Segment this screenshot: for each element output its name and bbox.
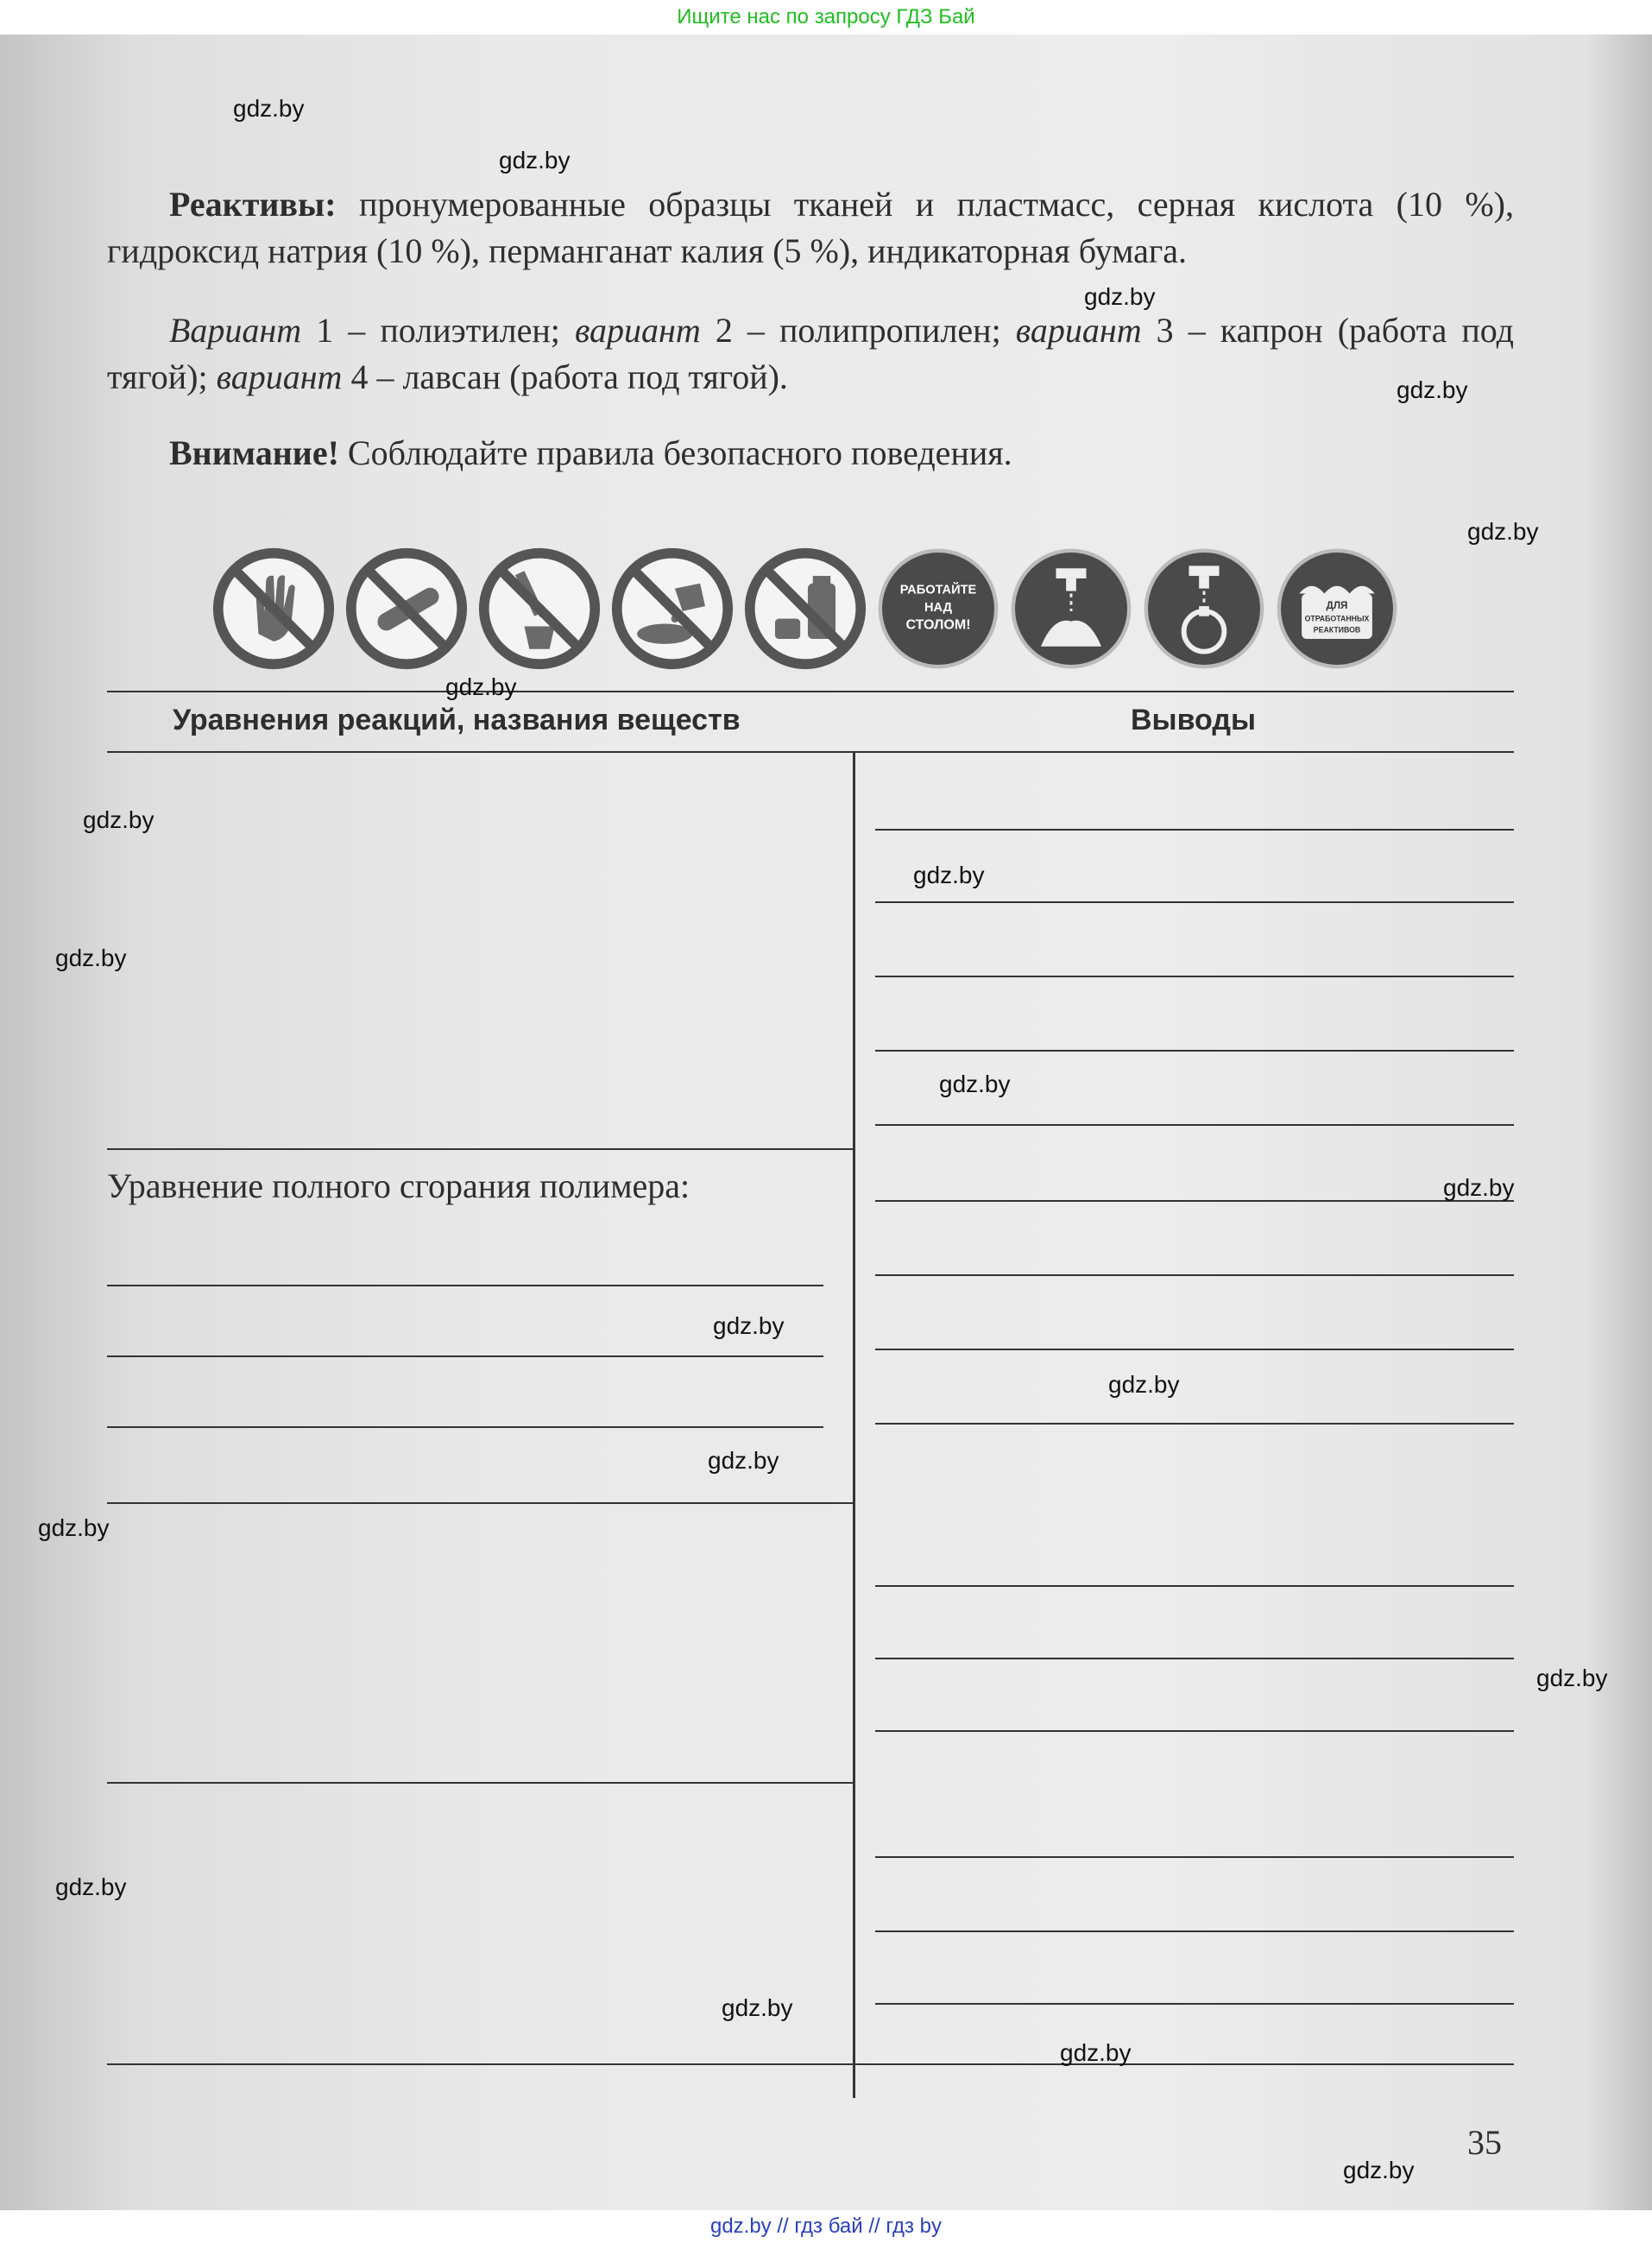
- no-pour-back-icon: [609, 546, 735, 672]
- col-header-equations: Уравнения реакций, названия веществ: [173, 704, 741, 736]
- warning-label: Внимание!: [169, 433, 339, 472]
- watermark: gdz.by: [939, 1071, 1011, 1097]
- table-bottom-border: [107, 2063, 1514, 2065]
- conclusion-line: [875, 901, 1514, 903]
- watermark: gdz.by: [38, 1514, 110, 1541]
- watermark: gdz.by: [913, 862, 985, 888]
- variants-paragraph: [107, 307, 1514, 401]
- work-over-table-icon: [875, 546, 1001, 672]
- reagents-label: Реактивы:: [169, 185, 337, 224]
- warning-paragraph: [107, 430, 1514, 477]
- conclusion-line: [875, 2003, 1514, 2005]
- watermark: gdz.by: [1060, 2039, 1132, 2066]
- top-banner[interactable]: Ищите нас по запросу ГДЗ Бай: [0, 0, 1652, 35]
- conclusion-line: [875, 1856, 1514, 1858]
- watermark: gdz.by: [233, 95, 305, 122]
- watermark: gdz.by: [713, 1312, 785, 1339]
- conclusion-line: [875, 1349, 1514, 1350]
- variant-word-1: Вариант: [169, 311, 302, 350]
- conclusion-line: [875, 1423, 1514, 1425]
- watermark: gdz.by: [708, 1447, 779, 1474]
- svg-text:РАБОТАЙТЕ: РАБОТАЙТЕ: [899, 583, 977, 597]
- variant-word-4: вариант: [216, 357, 343, 396]
- workbook-page: [0, 35, 1652, 2210]
- no-taste-icon: [476, 546, 602, 672]
- bottom-banner[interactable]: gdz.by // гдз бай // гдз by: [0, 2210, 1652, 2243]
- svg-text:ОТРАБОТАННЫХ: ОТРАБОТАННЫХ: [1304, 614, 1370, 623]
- table-header-border: [107, 751, 1514, 753]
- variant-word-2: вариант: [574, 311, 701, 350]
- waste-reagents-icon: [1274, 546, 1400, 672]
- equation-line: [107, 1502, 853, 1504]
- watermark: gdz.by: [55, 945, 127, 971]
- watermark: gdz.by: [1443, 1174, 1515, 1201]
- warning-text: Соблюдайте правила безопасного поведения.: [338, 433, 1012, 472]
- combustion-label: Уравнение полного сгорания полимера:: [107, 1166, 690, 1205]
- svg-text:СТОЛОМ!: СТОЛОМ!: [905, 616, 971, 633]
- conclusion-line: [875, 1658, 1514, 1659]
- watermark: gdz.by: [55, 1873, 127, 1900]
- watermark: gdz.by: [1536, 1665, 1608, 1691]
- watermark: gdz.by: [499, 147, 571, 174]
- conclusion-line: [875, 1124, 1514, 1126]
- conclusion-line: [875, 976, 1514, 977]
- table-column-divider: [853, 751, 855, 2098]
- watermark: gdz.by: [1343, 2157, 1415, 2183]
- svg-text:РЕАКТИВОВ: РЕАКТИВОВ: [1313, 625, 1361, 635]
- no-reagent-jars-icon: [742, 546, 868, 672]
- svg-text:НАД: НАД: [924, 600, 953, 615]
- conclusion-line: [875, 829, 1514, 831]
- equation-line: [107, 1355, 823, 1357]
- equation-line: [107, 1285, 823, 1286]
- reagents-text: пронумерованные образцы тканей и пластмасс, серная кислота (10 %), гидроксид натрия (10 %), перманганат калия (5 %), индикаторная бумага.: [107, 185, 1514, 270]
- page-number: 35: [1467, 2123, 1502, 2162]
- variant-1: 1 – полиэтилен;: [301, 311, 575, 350]
- conclusion-line: [875, 1585, 1514, 1587]
- watermark: gdz.by: [83, 806, 154, 833]
- watermark: gdz.by: [1108, 1371, 1180, 1398]
- svg-text:ДЛЯ: ДЛЯ: [1326, 600, 1348, 611]
- watermark: gdz.by: [1397, 376, 1468, 403]
- watermark: gdz.by: [1084, 283, 1156, 310]
- conclusion-line: [875, 1930, 1514, 1932]
- variant-4: 4 – лавсан (работа под тягой).: [342, 357, 788, 396]
- wash-glassware-icon: [1141, 546, 1267, 672]
- no-test-tube-icon: [344, 546, 470, 672]
- variant-word-3: вариант: [1015, 311, 1142, 350]
- wash-hands-icon: [1008, 546, 1134, 672]
- col-header-conclusions: Выводы: [1131, 704, 1256, 736]
- reagents-paragraph: [107, 181, 1514, 275]
- variant-2: 2 – полипропилен;: [700, 311, 1016, 350]
- watermark: gdz.by: [445, 673, 517, 700]
- equation-line: [107, 1426, 823, 1428]
- safety-icons-row: [211, 546, 1400, 675]
- watermark: gdz.by: [1467, 518, 1539, 545]
- conclusion-line: [875, 1730, 1514, 1732]
- watermark: gdz.by: [722, 1994, 793, 2021]
- no-touch-icon: [211, 546, 337, 672]
- conclusion-line: [875, 1200, 1514, 1202]
- table-top-border: [107, 691, 1514, 692]
- conclusion-line: [875, 1274, 1514, 1276]
- conclusion-line: [875, 1050, 1514, 1052]
- equation-line: [107, 1148, 853, 1150]
- variant-3: 3 – капрон (работа под тягой);: [107, 311, 1515, 396]
- equation-line: [107, 1782, 853, 1784]
